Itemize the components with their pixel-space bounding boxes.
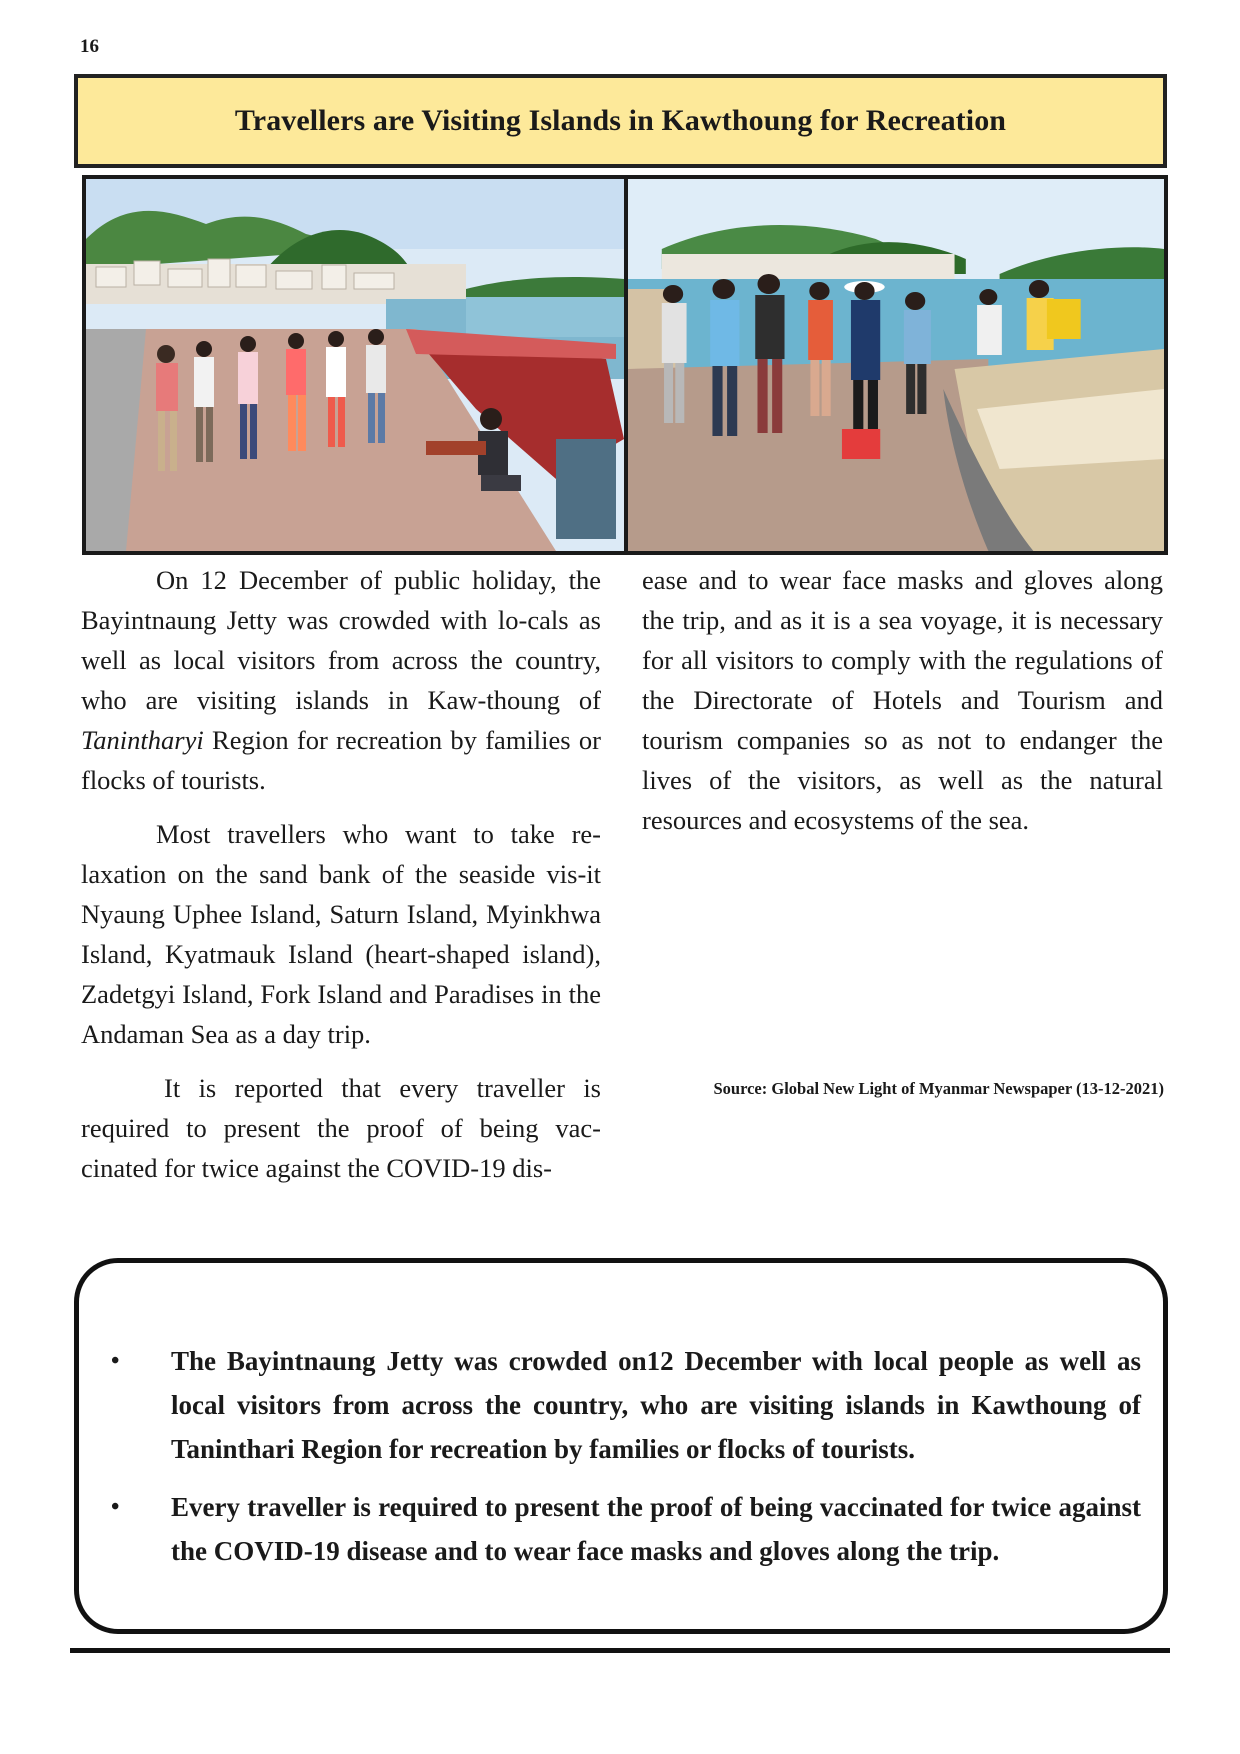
summary-list [111,1339,1141,1573]
bullet-icon: • [111,1348,120,1374]
boarding-boat-illustration [628,179,1164,551]
page-title: Travellers are Visiting Islands in Kawthoung for Recreation [234,104,1007,137]
jetty-crowd-photo [86,179,624,551]
bullet-icon: • [111,1494,120,1520]
title-banner [74,74,1167,168]
article-left-column [81,560,601,1202]
paragraph-1-text-start: On 12 December of public holiday, the Bayintnaung Jetty was crowded with lo-cals as well as local visitors from across the country, who are visiting islands in Kaw-thoung of [81,565,601,715]
article-paragraph-3: It is reported that every traveller is required to present the proof of being vac-cinated for twice against the COVID-19 dis- [81,1073,601,1183]
summary-bullet-item [111,1485,1141,1573]
paragraph-1-text-end: Region for recreation by families or flocks of tourists. [81,725,601,795]
boarding-boat-photo [628,179,1164,551]
article-paragraph-2: Most travellers who want to take re-laxation on the sand bank of the seaside vis-it Nyaung Uphee Island, Saturn Island, Myinkhwa Island, Kyatmauk Island (heart-shaped island), Zadetgyi Island, Fork Island and Paradises in the Andaman Sea as a day trip. [81,819,601,1049]
footer-rule [70,1648,1170,1653]
jetty-crowd-illustration [86,179,624,551]
summary-bullet-item [111,1339,1141,1471]
article-right-column [642,560,1163,854]
article-paragraph-3-continued: ease and to wear face masks and gloves along the trip, and as it is a sea voyage, it is necessary for all visitors to comply with the regulations of the Directorate of Hotels and Tourism and tourism companies so as not to endanger the lives of the visitors, as well as the natural resources and ecosystems of the sea. [642,565,1163,835]
source-citation: Source: Global New Light of Myanmar Newspaper (13-12-2021) [713,1079,1164,1098]
photo-frame [82,175,1168,555]
summary-bullet-text: The Bayintnaung Jetty was crowded on12 December with local people as well as local visitors from across the country, who are visiting islands in Kawthoung of Taninthari Region for recreation by families or flocks of tourists. [171,1346,1141,1464]
summary-bullet-text: Every traveller is required to present the proof of being vaccinated for twice against the COVID-19 disease and to wear face masks and gloves along the trip. [171,1492,1141,1566]
summary-box [74,1258,1168,1634]
page-number: 16 [80,36,99,57]
region-name-italic: Tanintharyi [81,725,204,755]
article-paragraph-1 [81,560,601,800]
